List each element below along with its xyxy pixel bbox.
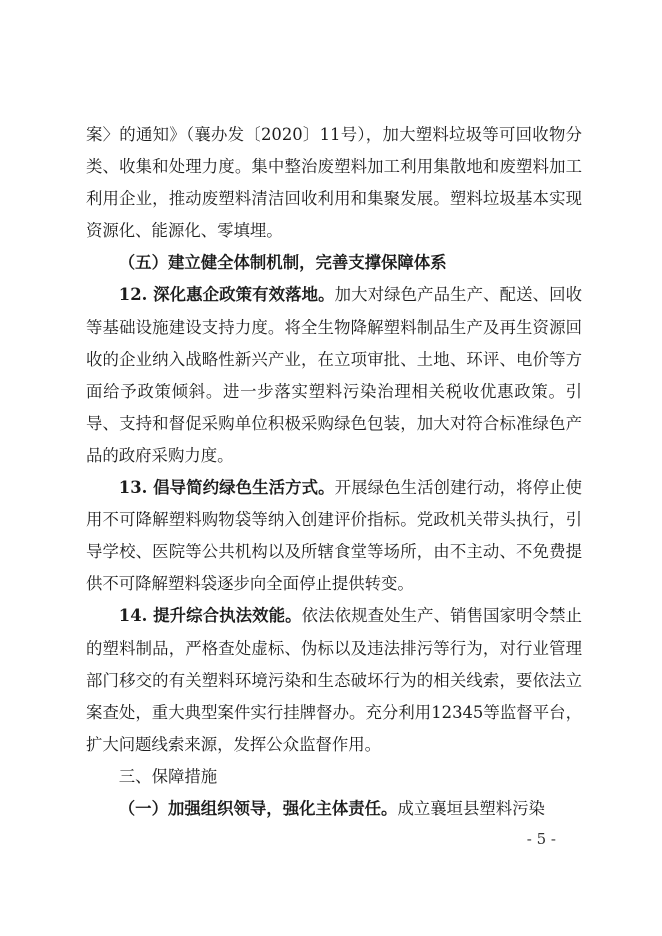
item-text: 加大对绿色产品生产、配送、回收等基础设施建设支持力度。将全生物降解塑料制品生产及再生资源回收的企业纳入战略性新兴产业，在立项审批、土地、环评、电价等方面给予政策倾斜。进一步落实塑料污染治理相关税收优惠政策。引导、支持和督促采购单位积极采购绿色包装，加大对符合标准绿色产品的政府采购力度。 [86,285,582,465]
section-heading [86,761,582,793]
document-body [86,119,582,825]
section-text: 三、保障措施 [118,766,218,786]
paragraph-text: 案〉的通知》（襄办发〔2020〕11号），加大塑料垃圾等可回收物分类、收集和处理力度。集中整治废塑料加工利用集散地和废塑料加工利用企业，推动废塑料清洁回收利用和集聚发展。塑料垃圾基本实现资源化、能源化、零填埋。 [86,125,582,241]
item-text: 成立襄垣县塑料污染 [397,798,545,818]
paragraph-continuation [86,119,582,247]
heading-text: （五）建立健全体制机制，完善支撑保障体系 [118,253,447,273]
item-text: 依法依规查处生产、销售国家明令禁止的塑料制品，严格查处虚标、伪标以及违法排污等行为，对行业管理部门移交的有关塑料环境污染和生态破坏行为的相关线索，要依法立案查处，重大典型案件实行挂牌督办。充分利用12345等监督平台，扩大问题线索来源，发挥公众监督作用。 [86,606,582,754]
item-paragraph-12 [86,279,582,472]
item-paragraph-14 [86,600,582,760]
item-paragraph-measures-1 [86,793,582,825]
item-paragraph-13 [86,472,582,600]
page-number: - 5 - [526,830,556,848]
item-text: 开展绿色生活创建行动，将停止使用不可降解塑料购物袋等纳入创建评价指标。党政机关带头执行，引导学校、医院等公共机构以及所辖食堂等场所，由不主动、不免费提供不可降解塑料袋逐步向全面停止提供转变。 [86,478,582,594]
item-lead: 14. 提升综合执法效能。 [118,606,302,626]
item-lead: 12. 深化惠企政策有效落地。 [118,285,335,305]
item-lead: 13. 倡导简约绿色生活方式。 [118,478,335,498]
item-lead: （一）加强组织领导，强化主体责任。 [118,798,398,818]
subsection-heading [86,247,582,279]
